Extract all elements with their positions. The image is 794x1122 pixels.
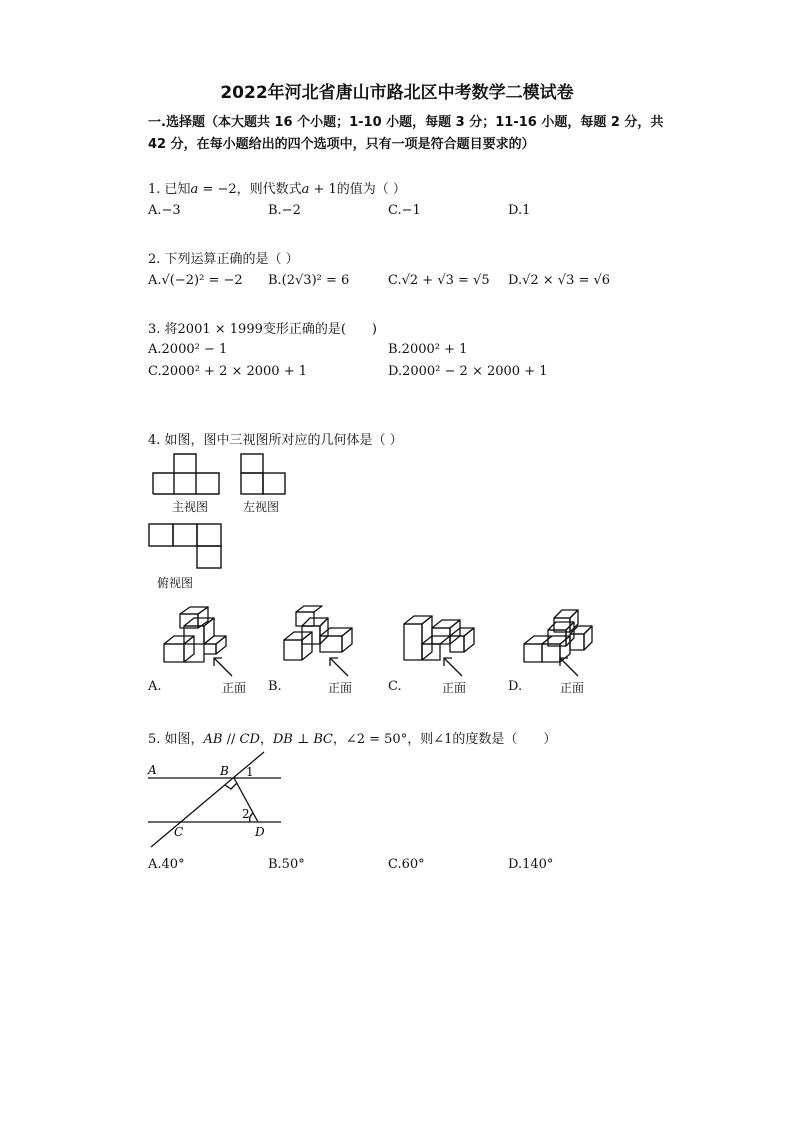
left-view-label: 左视图: [243, 500, 280, 514]
label-angle-1: 1: [246, 765, 254, 779]
q4-option-a-front-label: 正面: [222, 681, 247, 695]
top-view-figure: [147, 522, 227, 572]
section-header: [148, 112, 678, 156]
q3-option-c: C.2000² + 2 × 2000 + 1: [148, 364, 308, 379]
label-b: B: [220, 764, 229, 778]
question-2-stem: 2. 下列运算正确的是（ ）: [148, 252, 299, 267]
q4-option-a-arrow-icon: [210, 654, 235, 679]
angle-2-arc: [250, 813, 253, 822]
q1-option-c: C.−1: [388, 203, 421, 218]
q5-option-a: A.40°: [148, 857, 185, 872]
q4-option-d-front-label: 正面: [560, 681, 585, 695]
front-view-label: 主视图: [172, 500, 209, 514]
q4-option-c-front-label: 正面: [442, 681, 467, 695]
q4-option-d-arrow-icon: [556, 654, 581, 679]
top-view-label: 俯视图: [157, 576, 194, 590]
q2-option-b: B.(2√3)² = 6: [268, 273, 350, 288]
q3-option-b: B.2000² + 1: [388, 342, 468, 357]
label-angle-2: 2: [242, 807, 250, 821]
q1-option-d: D.1: [508, 203, 531, 218]
q4-option-c: C.: [388, 679, 402, 694]
section-line-1: 一.选择题（本大题共 16 个小题；1-10 小题，每题 3 分；11-16 小题，每题 2 分，共: [148, 115, 664, 130]
left-view-figure: [238, 452, 293, 497]
q5-option-c: C.60°: [388, 857, 425, 872]
q4-option-c-arrow-icon: [440, 654, 465, 679]
q3-option-a: A.2000² − 1: [148, 342, 228, 357]
q3-option-d: D.2000² − 2 × 2000 + 1: [388, 364, 548, 379]
q4-option-a: A.: [148, 679, 162, 694]
q5-option-d: D.140°: [508, 857, 554, 872]
front-view-figure: [150, 452, 225, 497]
q1-option-b: B.−2: [268, 203, 301, 218]
question-5-stem: 5. 如图，𝐴𝐵 // 𝐶𝐷，𝐷𝐵 ⊥ 𝐵𝐶，∠2 = 50°，则∠1的度数是（ ）: [148, 732, 557, 747]
label-c: C: [174, 825, 184, 839]
q4-option-b-front-label: 正面: [328, 681, 353, 695]
question-1-stem: 1. 已知𝑎 = −2，则代数式𝑎 + 1的值为（ ）: [148, 182, 406, 197]
q2-option-d: D.√2 × √3 = √6: [508, 273, 611, 288]
q4-option-b: B.: [268, 679, 282, 694]
q5-geometry-figure: [146, 752, 291, 852]
section-line-2: 42 分，在每小题给出的四个选项中，只有一项是符合题目要求的）: [148, 137, 535, 152]
page-title: 2022年河北省唐山市路北区中考数学二模试卷: [220, 83, 574, 103]
q2-option-c: C.√2 + √3 = √5: [388, 273, 490, 288]
question-4-stem: 4. 如图，图中三视图所对应的几何体是（ ）: [148, 433, 403, 448]
q4-option-b-arrow-icon: [326, 654, 351, 679]
question-3-stem: 3. 将2001 × 1999变形正确的是( ): [148, 322, 378, 337]
q5-option-b: B.50°: [268, 857, 305, 872]
q4-option-d: D.: [508, 679, 523, 694]
q1-option-a: A.−3: [148, 203, 181, 218]
label-a: A: [148, 763, 157, 777]
label-d: D: [255, 825, 265, 839]
q2-option-a: A.√(−2)² = −2: [148, 273, 243, 288]
